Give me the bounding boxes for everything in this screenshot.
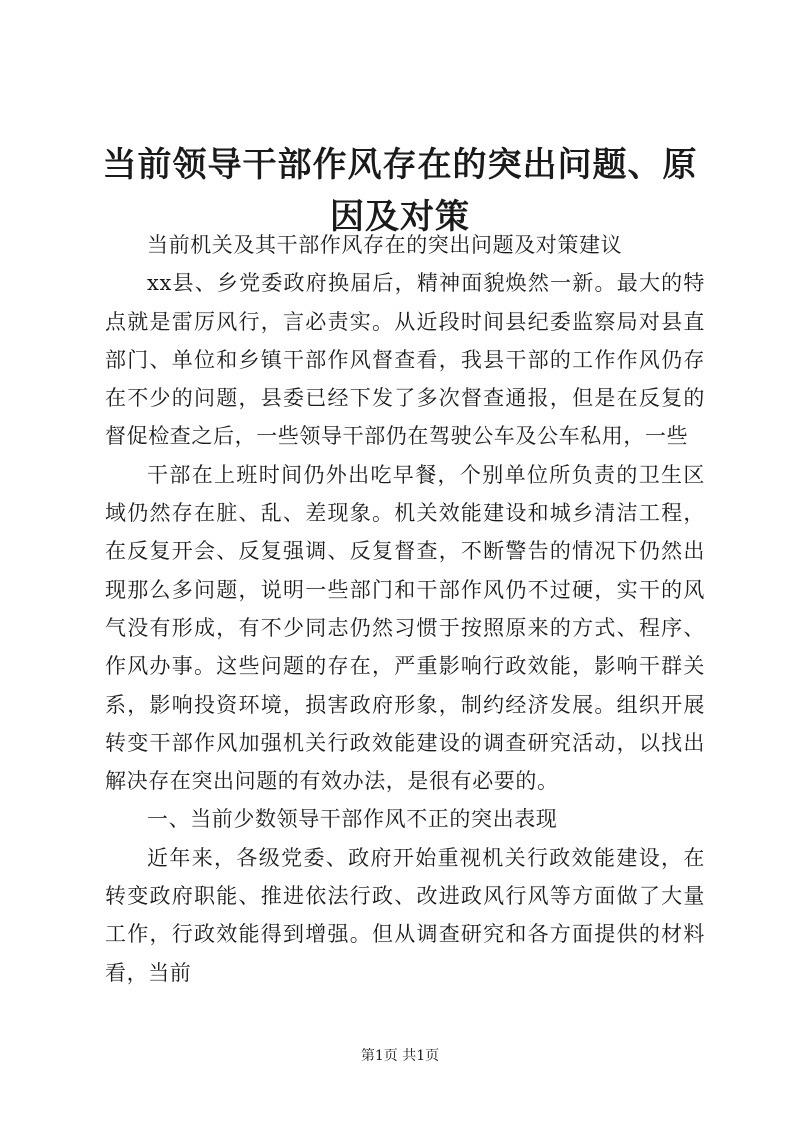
subtitle-paragraph: 当前机关及其干部作风存在的突出问题及对策建议	[147, 233, 623, 257]
page-footer: 第1页 共1页	[360, 1048, 440, 1064]
body-paragraph: 干部在上班时间仍外出吃早餐，个别单位所负责的卫生区域仍然存在脏、乱、差现象。机关效能建设和城乡清洁工程，在反复开会、反复强调、反复督查，不断警告的情况下仍然出现那么多问题，说明一些部门和干部作风仍不过硬，实干的风气没有形成，有不少同志仍然习惯于按照原来的方式、程序、作风办事。这些问题的存在，严重影响行政效能，影响干群关系，影响投资环境，损害政府形象，制约经济发展。组织开展转变干部作风加强机关行政效能建设的调查研究活动，以找出解决存在突出问题的有效办法，是很有必要的。	[105, 462, 705, 794]
document-body	[105, 226, 705, 992]
document-title: 当前领导干部作风存在的突出问题、原因及对策	[102, 145, 698, 237]
body-paragraph: xx县、乡党委政府换届后，精神面貌焕然一新。最大的特点就是雷厉风行，言必责实。从近段时间县纪委监察局对县直部门、单位和乡镇干部作风督查看，我县干部的工作作风仍存在不少的问题，县委已经下发了多次督查通报，但是在反复的督促检查之后，一些领导干部仍在驾驶公车及公车私用，一些	[105, 271, 705, 449]
section-heading: 一、当前少数领导干部作风不正的突出表现	[147, 807, 558, 832]
body-paragraph: 近年来，各级党委、政府开始重视机关行政效能建设，在转变政府职能、推进依法行政、改进政风行风等方面做了大量工作，行政效能得到增强。但从调查研究和各方面提供的材料看，当前	[105, 845, 705, 985]
